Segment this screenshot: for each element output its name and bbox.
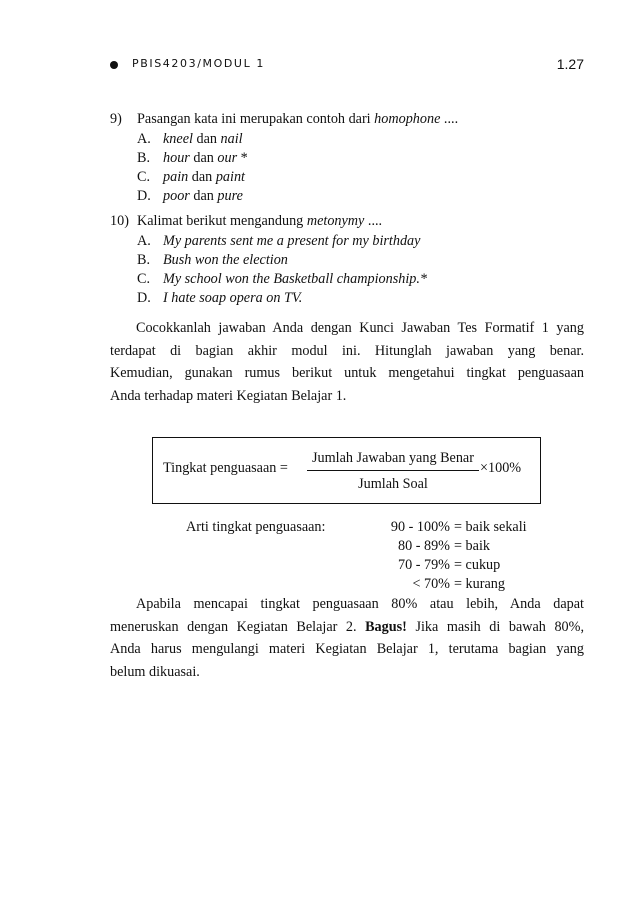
question-number: 10) [110, 213, 129, 229]
formula-multiplier: ×100% [480, 460, 522, 476]
option-c: C. pain dan paint [137, 169, 245, 185]
scale-label: Arti tingkat penguasaan: [186, 519, 326, 535]
option-b: B. hour dan our * [137, 150, 248, 166]
bullet-icon [110, 61, 118, 69]
option-c: C. My school won the Basketball championship.* [137, 271, 428, 287]
question-stem: 10) Kalimat berikut mengandung metonymy .... [110, 210, 584, 232]
formula-denominator: Jumlah Soal [358, 476, 428, 492]
running-title: PBIS4203/MODUL 1 [132, 57, 266, 70]
formula-box [152, 437, 541, 504]
page-header [110, 56, 584, 76]
option-a: A. kneel dan nail [137, 131, 243, 147]
closing-paragraph: Apabila mencapai tingkat penguasaan 80% atau lebih, Anda dapat meneruskan dengan Kegiatan Belajar 2. Bagus! Jika masih di bawah 80%, Anda harus mengulangi materi Kegiatan Belajar 1, terutama bagian yang belum dikuasai. [110, 596, 585, 680]
fraction-bar [307, 470, 479, 471]
option-a: A. My parents sent me a present for my birthday [137, 233, 421, 249]
formula-numerator: Jumlah Jawaban yang Benar [312, 450, 474, 466]
bagus-emphasis: Bagus! [365, 618, 407, 635]
question-10 [110, 210, 584, 308]
option-b: B. Bush won the election [137, 252, 288, 268]
page-number: 1.27 [556, 56, 584, 72]
question-stem: 9) Pasangan kata ini merupakan contoh dari homophone .... [110, 108, 584, 130]
instruction-paragraph: Cocokkanlah jawaban Anda dengan Kunci Jawaban Tes Formatif 1 yang terdapat di bagian akhir modul ini. Hitunglah jawaban yang benar. Kemudian, gunakan rumus berikut untuk mengetahui tingkat penguasaan Anda terhadap materi Kegiatan Belajar 1. [110, 320, 584, 404]
option-d: D. I hate soap opera on TV. [137, 290, 303, 306]
option-d: D. poor dan pure [137, 188, 243, 204]
question-9 [110, 108, 584, 206]
question-number: 9) [110, 111, 122, 127]
formula-lhs: Tingkat penguasaan = [163, 460, 288, 476]
closing-line-2: meneruskan dengan Kegiatan Belajar 2. Bagus! Jika masih di bawah 80%, [110, 618, 585, 635]
